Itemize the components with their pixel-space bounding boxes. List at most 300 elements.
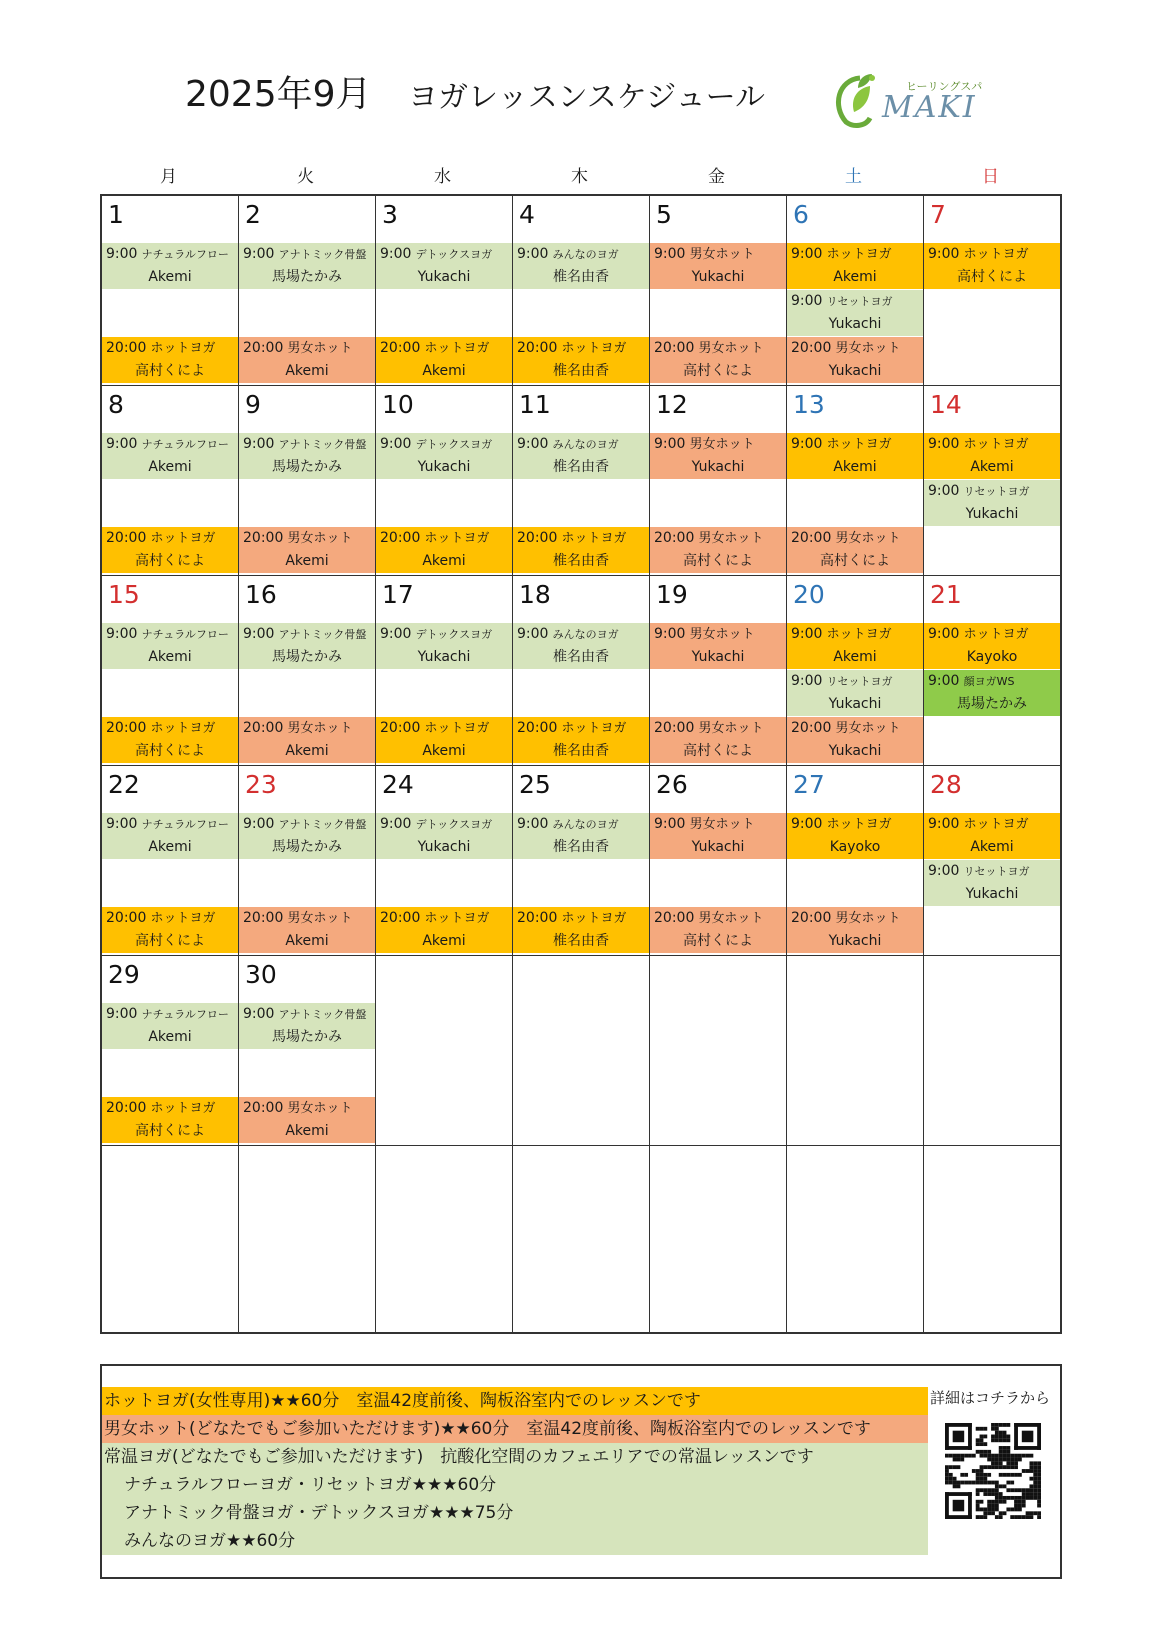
lesson-header: [924, 670, 1060, 693]
lesson-slot[interactable]: [376, 337, 512, 383]
lesson-time: 9:00: [791, 246, 823, 262]
lesson-time: 20:00: [791, 910, 832, 926]
lesson-class: 男女ホット: [287, 911, 353, 926]
logo-kana: ヒーリングスパ: [906, 80, 983, 93]
day-number: 21: [930, 580, 962, 609]
lesson-teacher: 馬場たかみ: [957, 696, 1027, 712]
lesson-header: [239, 907, 375, 930]
lesson-time: 9:00: [791, 436, 823, 452]
lesson-slot[interactable]: [924, 433, 1060, 479]
lesson-teacher: 高村くによ: [135, 553, 205, 569]
lesson-slot[interactable]: [239, 243, 375, 289]
lesson-time: 20:00: [791, 720, 832, 736]
lesson-class: 男女ホット: [689, 247, 755, 262]
lesson-time: 20:00: [243, 1100, 284, 1116]
lesson-teacher: 高村くによ: [683, 743, 753, 759]
lesson-slot[interactable]: [787, 717, 923, 763]
lesson-class: みんなのヨガ: [552, 438, 619, 451]
weekday-header: [100, 162, 1063, 188]
lesson-teacher: Yukachi: [417, 839, 471, 855]
lesson-header: [376, 337, 512, 360]
day-number: 16: [245, 580, 277, 609]
lesson-class: 男女ホット: [698, 911, 764, 926]
lesson-slot[interactable]: [102, 813, 238, 859]
lesson-time: 9:00: [791, 673, 823, 689]
lesson-teacher: Akemi: [422, 933, 466, 949]
lesson-slot[interactable]: [102, 717, 238, 763]
day-number: 7: [930, 200, 946, 229]
lesson-slot[interactable]: [787, 337, 923, 383]
lesson-class: ナチュラルフロー: [141, 1008, 229, 1021]
lesson-header: [102, 623, 238, 646]
day-number: 22: [108, 770, 140, 799]
lesson-header: [787, 433, 923, 456]
day-number: 14: [930, 390, 962, 419]
lesson-slot[interactable]: [650, 337, 786, 383]
lesson-slot[interactable]: [102, 1097, 238, 1143]
lesson-header: [513, 337, 649, 360]
lesson-slot[interactable]: [102, 623, 238, 669]
lesson-class: 顔ヨガWS: [963, 675, 1015, 688]
lesson-class: ホットヨガ: [424, 531, 490, 546]
lesson-slot[interactable]: [513, 717, 649, 763]
lesson-header: [650, 623, 786, 646]
lesson-teacher: 馬場たかみ: [272, 1029, 342, 1045]
lesson-teacher: 椎名由香: [553, 649, 609, 665]
lesson-time: 9:00: [106, 246, 138, 262]
lesson-header: [650, 907, 786, 930]
lesson-slot[interactable]: [376, 433, 512, 479]
lesson-time: 9:00: [517, 816, 549, 832]
lesson-slot[interactable]: [102, 243, 238, 289]
lesson-slot[interactable]: [239, 527, 375, 573]
lesson-slot[interactable]: [239, 907, 375, 953]
lesson-slot[interactable]: [102, 337, 238, 383]
lesson-class: 男女ホット: [689, 437, 755, 452]
lesson-slot[interactable]: [513, 907, 649, 953]
page-subtitle: ヨガレッスンスケジュール: [408, 80, 765, 115]
lesson-time: 20:00: [243, 530, 284, 546]
lesson-slot[interactable]: [102, 907, 238, 953]
lesson-slot[interactable]: [239, 717, 375, 763]
lesson-time: 20:00: [791, 530, 832, 546]
lesson-time: 20:00: [380, 530, 421, 546]
lesson-time: 9:00: [380, 246, 412, 262]
lesson-class: ナチュラルフロー: [141, 438, 229, 451]
lesson-header: [239, 1097, 375, 1120]
lesson-class: ホットヨガ: [424, 911, 490, 926]
lesson-slot[interactable]: [513, 243, 649, 289]
lesson-slot[interactable]: [924, 623, 1060, 669]
lesson-slot[interactable]: [924, 813, 1060, 859]
day-number: 25: [519, 770, 551, 799]
grid-line: [923, 196, 924, 1332]
weekday-mon: 月: [160, 167, 177, 187]
lesson-header: [650, 433, 786, 456]
lesson-teacher: Yukachi: [828, 696, 882, 712]
lesson-header: [787, 337, 923, 360]
lesson-slot[interactable]: [376, 717, 512, 763]
lesson-header: [239, 433, 375, 456]
lesson-time: 9:00: [928, 483, 960, 499]
lesson-class: リセットヨガ: [963, 865, 1030, 878]
lesson-time: 9:00: [928, 816, 960, 832]
lesson-class: 男女ホット: [698, 721, 764, 736]
lesson-teacher: Yukachi: [965, 886, 1019, 902]
lesson-header: [239, 813, 375, 836]
page-title: 2025年9月: [185, 74, 372, 115]
lesson-teacher: Akemi: [148, 269, 192, 285]
lesson-time: 9:00: [106, 816, 138, 832]
lesson-teacher: 馬場たかみ: [272, 459, 342, 475]
lesson-class: アナトミック骨盤: [278, 1008, 367, 1021]
lesson-time: 20:00: [791, 340, 832, 356]
lesson-slot[interactable]: [787, 670, 923, 716]
lesson-time: 20:00: [654, 720, 695, 736]
lesson-slot[interactable]: [650, 243, 786, 289]
lesson-teacher: Yukachi: [417, 269, 471, 285]
lesson-teacher: Akemi: [148, 1029, 192, 1045]
weekday-sat: 土: [845, 167, 862, 187]
lesson-header: [924, 480, 1060, 503]
lesson-slot[interactable]: [513, 433, 649, 479]
lesson-slot[interactable]: [513, 337, 649, 383]
day-number: 5: [656, 200, 672, 229]
lesson-slot[interactable]: [650, 433, 786, 479]
lesson-header: [102, 337, 238, 360]
lesson-teacher: Yukachi: [828, 743, 882, 759]
lesson-slot[interactable]: [513, 527, 649, 573]
lesson-slot[interactable]: [924, 670, 1060, 716]
lesson-header: [102, 433, 238, 456]
lesson-class: デトックスヨガ: [415, 628, 493, 641]
lesson-time: 20:00: [243, 910, 284, 926]
lesson-slot[interactable]: [787, 290, 923, 336]
lesson-class: ホットヨガ: [963, 817, 1029, 832]
lesson-teacher: Yukachi: [417, 649, 471, 665]
lesson-time: 9:00: [243, 436, 275, 452]
lesson-slot[interactable]: [513, 813, 649, 859]
lesson-slot[interactable]: [924, 243, 1060, 289]
day-number: 19: [656, 580, 688, 609]
lesson-class: デトックスヨガ: [415, 818, 493, 831]
lesson-teacher: Akemi: [970, 459, 1014, 475]
lesson-header: [102, 813, 238, 836]
lesson-class: 男女ホット: [698, 531, 764, 546]
lesson-header: [513, 717, 649, 740]
lesson-teacher: Akemi: [833, 459, 877, 475]
lesson-time: 20:00: [654, 530, 695, 546]
lesson-slot[interactable]: [102, 527, 238, 573]
lesson-slot[interactable]: [787, 243, 923, 289]
lesson-class: アナトミック骨盤: [278, 438, 367, 451]
lesson-teacher: Akemi: [833, 269, 877, 285]
lesson-class: 男女ホット: [835, 911, 901, 926]
lesson-class: リセットヨガ: [826, 295, 893, 308]
lesson-time: 9:00: [106, 1006, 138, 1022]
lesson-class: リセットヨガ: [826, 675, 893, 688]
lesson-class: ホットヨガ: [150, 721, 216, 736]
lesson-class: ホットヨガ: [424, 721, 490, 736]
lesson-time: 9:00: [928, 673, 960, 689]
legend-normal: 常温ヨガ(どなたでもご参加いただけます) 抗酸化空間のカフェエリアでの常温レッスンです: [102, 1443, 928, 1471]
lesson-teacher: Akemi: [422, 743, 466, 759]
day-number: 4: [519, 200, 535, 229]
lesson-time: 9:00: [928, 246, 960, 262]
lesson-header: [924, 623, 1060, 646]
lesson-slot[interactable]: [376, 243, 512, 289]
lesson-class: 男女ホット: [835, 531, 901, 546]
lesson-time: 9:00: [517, 626, 549, 642]
lesson-time: 20:00: [380, 910, 421, 926]
lesson-slot[interactable]: [376, 623, 512, 669]
lesson-slot[interactable]: [239, 337, 375, 383]
grid-line: [102, 385, 1060, 386]
lesson-teacher: 高村くによ: [957, 269, 1027, 285]
lesson-header: [376, 433, 512, 456]
lesson-header: [239, 527, 375, 550]
lesson-header: [376, 623, 512, 646]
lesson-class: 男女ホット: [287, 1101, 353, 1116]
lesson-slot[interactable]: [239, 813, 375, 859]
lesson-slot[interactable]: [787, 433, 923, 479]
lesson-slot[interactable]: [239, 1097, 375, 1143]
lesson-header: [513, 433, 649, 456]
lesson-class: ホットヨガ: [150, 531, 216, 546]
lesson-teacher: Kayoko: [966, 649, 1018, 665]
lesson-time: 9:00: [243, 816, 275, 832]
lesson-header: [787, 717, 923, 740]
lesson-time: 20:00: [106, 910, 147, 926]
lesson-class: ホットヨガ: [150, 911, 216, 926]
lesson-slot[interactable]: [376, 907, 512, 953]
lesson-teacher: 馬場たかみ: [272, 649, 342, 665]
lesson-teacher: 馬場たかみ: [272, 269, 342, 285]
lesson-class: ホットヨガ: [826, 627, 892, 642]
lesson-header: [513, 527, 649, 550]
qr-code-icon[interactable]: [945, 1423, 1041, 1519]
lesson-header: [787, 527, 923, 550]
day-number: 17: [382, 580, 414, 609]
lesson-header: [102, 1003, 238, 1026]
lesson-teacher: Akemi: [970, 839, 1014, 855]
lesson-header: [102, 1097, 238, 1120]
day-number: 27: [793, 770, 825, 799]
lesson-time: 9:00: [791, 816, 823, 832]
lesson-time: 20:00: [243, 340, 284, 356]
logo-name: MAKI: [882, 90, 977, 125]
day-number: 11: [519, 390, 551, 419]
day-number: 6: [793, 200, 809, 229]
lesson-class: アナトミック骨盤: [278, 818, 367, 831]
lesson-teacher: 椎名由香: [553, 839, 609, 855]
lesson-header: [102, 527, 238, 550]
lesson-slot[interactable]: [787, 623, 923, 669]
lesson-teacher: Akemi: [285, 1123, 329, 1139]
lesson-time: 9:00: [243, 246, 275, 262]
lesson-header: [787, 907, 923, 930]
day-number: 15: [108, 580, 140, 609]
lesson-teacher: Akemi: [833, 649, 877, 665]
lesson-teacher: Kayoko: [829, 839, 881, 855]
lesson-header: [924, 433, 1060, 456]
lesson-slot[interactable]: [650, 907, 786, 953]
lesson-slot[interactable]: [376, 527, 512, 573]
lesson-class: ナチュラルフロー: [141, 628, 229, 641]
lesson-header: [239, 717, 375, 740]
day-number: 8: [108, 390, 124, 419]
lesson-class: ホットヨガ: [561, 911, 627, 926]
lesson-slot[interactable]: [650, 813, 786, 859]
lesson-teacher: Yukachi: [417, 459, 471, 475]
lesson-class: ホットヨガ: [150, 341, 216, 356]
lesson-class: デトックスヨガ: [415, 438, 493, 451]
lesson-time: 9:00: [380, 626, 412, 642]
legend-normal-item: みんなのヨガ★★60分: [102, 1527, 928, 1555]
lesson-class: ホットヨガ: [826, 817, 892, 832]
lesson-teacher: Yukachi: [691, 459, 745, 475]
lesson-header: [924, 813, 1060, 836]
lesson-slot[interactable]: [650, 623, 786, 669]
lesson-teacher: 高村くによ: [683, 933, 753, 949]
lesson-slot[interactable]: [787, 813, 923, 859]
lesson-teacher: 椎名由香: [553, 269, 609, 285]
day-number: 10: [382, 390, 414, 419]
lesson-time: 20:00: [654, 340, 695, 356]
legend-normal-item: ナチュラルフローヨガ・リセットヨガ★★★60分: [102, 1471, 928, 1499]
calendar-grid: [100, 194, 1062, 1334]
lesson-time: 9:00: [791, 293, 823, 309]
lesson-header: [513, 623, 649, 646]
lesson-time: 9:00: [928, 626, 960, 642]
lesson-class: 男女ホット: [835, 341, 901, 356]
lesson-time: 20:00: [106, 1100, 147, 1116]
day-number: 26: [656, 770, 688, 799]
lesson-slot[interactable]: [513, 623, 649, 669]
weekday-wed: 水: [434, 167, 451, 187]
lesson-teacher: Yukachi: [828, 363, 882, 379]
lesson-header: [787, 623, 923, 646]
day-number: 28: [930, 770, 962, 799]
lesson-header: [513, 243, 649, 266]
lesson-header: [787, 670, 923, 693]
lesson-slot[interactable]: [239, 1003, 375, 1049]
lesson-time: 20:00: [654, 910, 695, 926]
lesson-teacher: 椎名由香: [553, 363, 609, 379]
day-number: 1: [108, 200, 124, 229]
lesson-slot[interactable]: [650, 717, 786, 763]
lesson-header: [376, 907, 512, 930]
day-number: 2: [245, 200, 261, 229]
lesson-class: リセットヨガ: [963, 485, 1030, 498]
lesson-time: 9:00: [928, 863, 960, 879]
lesson-time: 9:00: [106, 626, 138, 642]
lesson-class: 男女ホット: [689, 627, 755, 642]
lesson-slot[interactable]: [650, 527, 786, 573]
lesson-time: 20:00: [517, 530, 558, 546]
lesson-time: 9:00: [654, 436, 686, 452]
lesson-header: [650, 337, 786, 360]
lesson-teacher: Akemi: [422, 553, 466, 569]
lesson-slot[interactable]: [924, 860, 1060, 906]
lesson-time: 9:00: [517, 436, 549, 452]
day-number: 12: [656, 390, 688, 419]
weekday-sun: 日: [982, 167, 999, 187]
lesson-time: 9:00: [517, 246, 549, 262]
lesson-teacher: 高村くによ: [820, 553, 890, 569]
lesson-header: [650, 243, 786, 266]
lesson-slot[interactable]: [924, 480, 1060, 526]
lesson-class: ナチュラルフロー: [141, 818, 229, 831]
lesson-teacher: 高村くによ: [135, 363, 205, 379]
lesson-teacher: Yukachi: [965, 506, 1019, 522]
lesson-time: 20:00: [380, 720, 421, 736]
lesson-teacher: Akemi: [148, 839, 192, 855]
lesson-teacher: Akemi: [285, 933, 329, 949]
lesson-teacher: Akemi: [285, 553, 329, 569]
lesson-class: アナトミック骨盤: [278, 248, 367, 261]
lesson-class: みんなのヨガ: [552, 628, 619, 641]
lesson-class: ホットヨガ: [561, 721, 627, 736]
grid-line: [102, 575, 1060, 576]
lesson-class: みんなのヨガ: [552, 248, 619, 261]
legend-hot: ホットヨガ(女性専用)★★60分 室温42度前後、陶板浴室内でのレッスンです: [102, 1387, 928, 1415]
lesson-slot[interactable]: [102, 433, 238, 479]
lesson-class: ホットヨガ: [561, 341, 627, 356]
lesson-slot[interactable]: [102, 1003, 238, 1049]
lesson-teacher: Akemi: [422, 363, 466, 379]
lesson-time: 20:00: [106, 530, 147, 546]
lesson-class: ホットヨガ: [963, 627, 1029, 642]
lesson-class: 男女ホット: [698, 341, 764, 356]
lesson-header: [239, 1003, 375, 1026]
lesson-class: 男女ホット: [287, 531, 353, 546]
lesson-slot[interactable]: [787, 527, 923, 573]
lesson-header: [513, 813, 649, 836]
lesson-header: [376, 813, 512, 836]
lesson-class: 男女ホット: [287, 721, 353, 736]
weekday-fri: 金: [708, 167, 725, 187]
lesson-header: [102, 243, 238, 266]
lesson-header: [787, 813, 923, 836]
lesson-header: [513, 907, 649, 930]
lesson-header: [376, 717, 512, 740]
lesson-teacher: Yukachi: [828, 933, 882, 949]
lesson-class: ホットヨガ: [150, 1101, 216, 1116]
lesson-teacher: 高村くによ: [683, 363, 753, 379]
lesson-class: 男女ホット: [689, 817, 755, 832]
grid-line: [102, 1145, 1060, 1146]
lesson-time: 9:00: [106, 436, 138, 452]
day-number: 30: [245, 960, 277, 989]
lesson-time: 9:00: [654, 626, 686, 642]
lesson-class: ホットヨガ: [963, 247, 1029, 262]
lesson-slot[interactable]: [239, 623, 375, 669]
lesson-slot[interactable]: [787, 907, 923, 953]
lesson-slot[interactable]: [376, 813, 512, 859]
lesson-time: 9:00: [928, 436, 960, 452]
lesson-header: [650, 717, 786, 740]
weekday-thu: 木: [571, 167, 588, 187]
lesson-class: ナチュラルフロー: [141, 248, 229, 261]
lesson-header: [102, 907, 238, 930]
lesson-class: ホットヨガ: [963, 437, 1029, 452]
lesson-time: 9:00: [654, 246, 686, 262]
lesson-time: 9:00: [380, 436, 412, 452]
day-number: 20: [793, 580, 825, 609]
lesson-slot[interactable]: [239, 433, 375, 479]
lesson-teacher: Akemi: [148, 459, 192, 475]
